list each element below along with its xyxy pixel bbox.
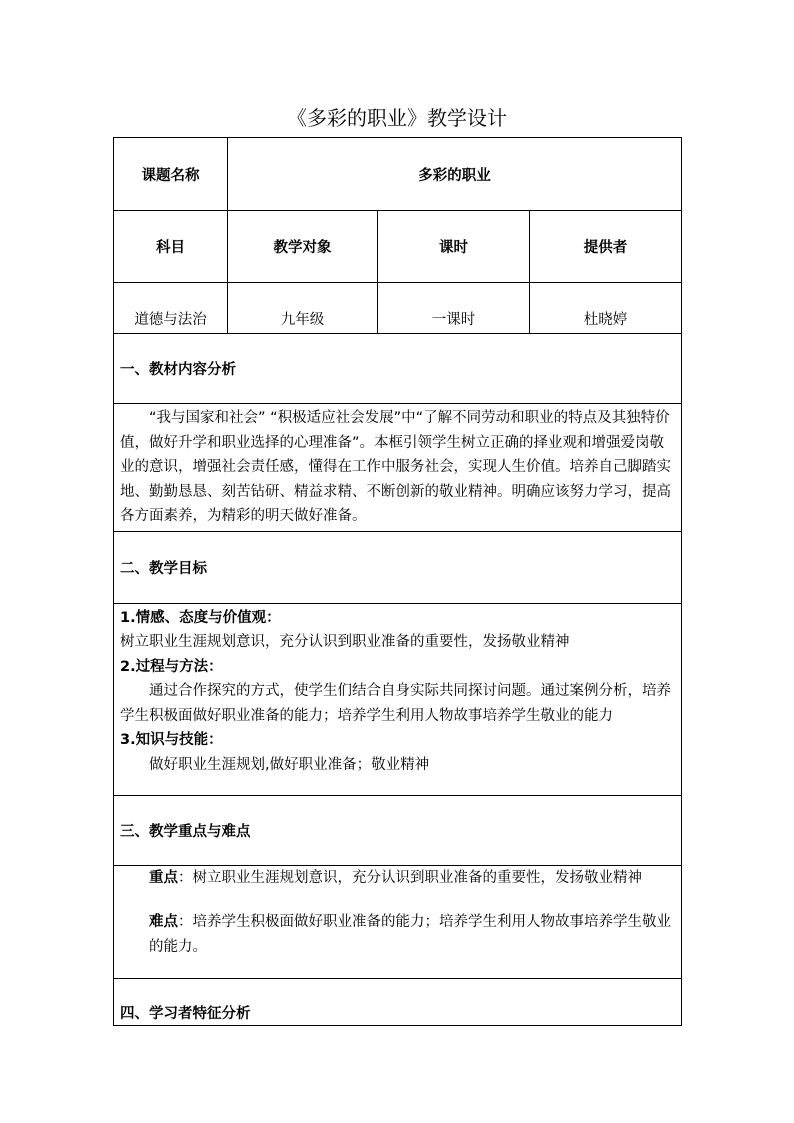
subject-header: 科目: [114, 211, 228, 283]
subject-value: 道德与法治: [114, 283, 228, 334]
section-2-body: [114, 603, 682, 795]
difficult-point-text: ：培养学生积极面做好职业准备的能力；培养学生利用人物故事培养学生敬业的能力。: [149, 914, 671, 955]
topic-value: 多彩的职业: [228, 138, 682, 211]
section-1-title: 一、教材内容分析: [114, 334, 682, 404]
topic-row: [114, 138, 682, 211]
difficult-point-label: 难点: [149, 914, 178, 930]
goal-2-body: 通过合作探究的方式，使学生们结合自身实际共同探讨问题。通过案例分析，培养学生积极面做好职业准备的能力；培养学生利用人物故事培养学生敬业的能力: [120, 683, 671, 724]
info-value-row: [114, 283, 682, 334]
section-4-title: 四、学习者特征分析: [114, 978, 682, 1025]
section-4-header-row: [114, 978, 682, 1025]
section-3-header-row: [114, 795, 682, 865]
topic-label: 课题名称: [114, 138, 228, 211]
period-header: 课时: [378, 211, 530, 283]
goal-3-body: 做好职业生涯规划,做好职业准备；敬业精神: [149, 756, 430, 773]
goal-1-title: 1.情感、态度与价值观：: [120, 609, 281, 626]
section-3-title: 三、教学重点与难点: [114, 795, 682, 865]
lesson-design-table: [113, 137, 682, 1026]
audience-header: 教学对象: [228, 211, 378, 283]
section-1-body-row: [114, 404, 682, 532]
goal-1-body: 树立职业生涯规划意识，充分认识到职业准备的重要性，发扬敬业精神: [120, 634, 570, 650]
section-2-title: 二、教学目标: [114, 531, 682, 603]
goal-3-title: 3.知识与技能：: [120, 732, 223, 748]
key-point: [120, 866, 675, 891]
section-2-body-row: [114, 603, 682, 795]
key-point-label: 重点: [149, 869, 178, 886]
goal-2-title: 2.过程与方法：: [120, 658, 223, 675]
audience-value: 九年级: [228, 283, 378, 334]
section-1-header-row: [114, 334, 682, 404]
info-header-row: [114, 211, 682, 283]
provider-header: 提供者: [530, 211, 682, 283]
difficult-point: [120, 910, 675, 959]
document-title: 《多彩的职业》教学设计: [287, 106, 507, 130]
section-3-body-row: [114, 865, 682, 978]
section-2-header-row: [114, 531, 682, 603]
key-point-text: ：树立职业生涯规划意识，充分认识到职业准备的重要性，发扬敬业精神: [178, 869, 642, 886]
provider-value: 杜晓婷: [530, 283, 682, 334]
period-value: 一课时: [378, 283, 530, 334]
section-1-body: “我与国家和社会” “积极适应社会发展”中“了解不同劳动和职业的特点及其独特价值，做好升学和职业选择的心理准备”。本框引领学生树立正确的择业观和增强爱岗敬业的意识，增强社会责任感，懂得在工作中服务社会，实现人生价值。培养自己脚踏实地、勤勤恳恳、刻苦钻研、精益求精、不断创新的敬业精神。明确应该努力学习，提高各方面素养，为精彩的明天做好准备。: [114, 404, 682, 532]
section-3-body: [114, 865, 682, 978]
